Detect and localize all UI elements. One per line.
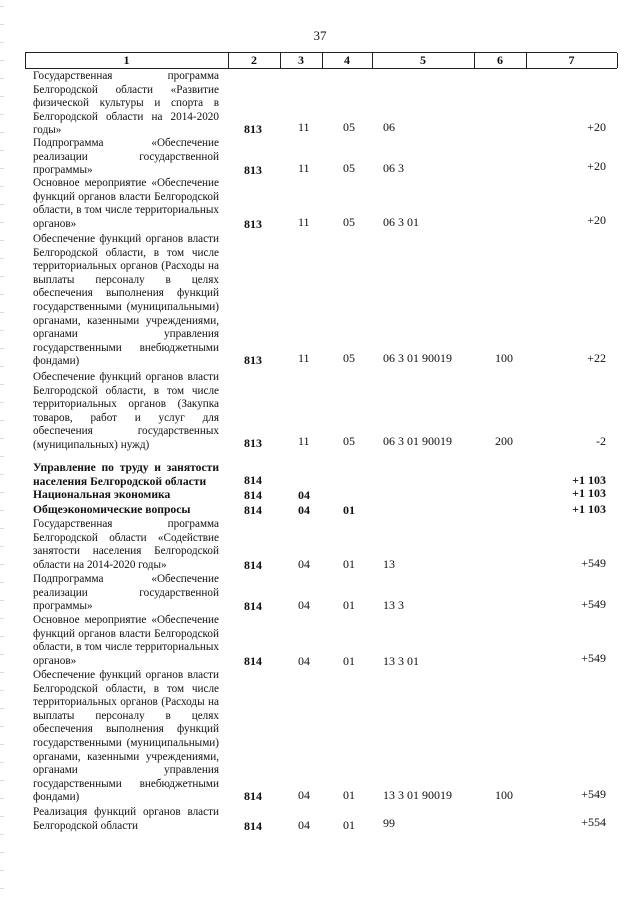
header-divider: [617, 53, 618, 68]
cell-amount: +554: [581, 815, 606, 829]
cell-target-article: 13 3: [383, 598, 404, 612]
cell-ministry-code: 813: [244, 122, 262, 136]
cell-section: 04: [298, 557, 310, 571]
row-description: Основное мероприятие «Обеспечение функций органов власти Белгородской области, в том числе территориальных органов»: [33, 177, 219, 230]
cell-amount: +20: [587, 120, 606, 134]
cell-section: 11: [298, 351, 310, 365]
cell-amount: +1 103: [572, 473, 606, 487]
table-header: [25, 53, 617, 68]
cell-target-article: 13: [383, 557, 395, 571]
page-number: 37: [313, 28, 327, 43]
cell-target-article: 13 3 01 90019: [383, 788, 452, 802]
row-description: Обеспечение функций органов власти Белгородской области, в том числе территориальных органов (Расходы на выплаты персоналу в целях обеспечения выполнения функций государственными (муниципальными) органами, казенными учреждениями, органами управления государственными внебюджетными фондами): [33, 233, 219, 368]
cell-expense-type: 200: [495, 434, 513, 448]
cell-section: 11: [298, 215, 310, 229]
cell-subsection: 05: [343, 351, 355, 365]
cell-amount: +20: [587, 159, 606, 173]
header-col-1: 1: [123, 53, 130, 67]
cell-section: 04: [298, 503, 310, 517]
cell-ministry-code: 813: [244, 436, 262, 450]
cell-target-article: 06 3 01 90019: [383, 351, 452, 365]
row-description: Реализация функций органов власти Белгородской области: [33, 806, 219, 832]
cell-subsection: 05: [343, 215, 355, 229]
cell-amount: +549: [581, 651, 606, 665]
cell-target-article: 06 3 01: [383, 215, 419, 229]
cell-amount: -2: [596, 434, 606, 448]
row-description: Обеспечение функций органов власти Белгородской области, в том числе территориальных органов (Закупка товаров, работ и услуг для обеспечения государственных (муниципальных) нужд): [33, 371, 219, 451]
scan-edge: [0, 0, 4, 905]
row-description: Обеспечение функций органов власти Белгородской области, в том числе территориальных органов (Расходы на выплаты персоналу в целях обеспечения выполнения функций государственными (муниципальными) органами, казенными учреждениями, органами управления государственными внебюджетными фондами): [33, 669, 219, 804]
cell-subsection: 05: [343, 120, 355, 134]
cell-section: 11: [298, 120, 310, 134]
row-description: Государственная программа Белгородской области «Содействие занятости населения Белгородской области на 2014-2020 годы»: [33, 518, 219, 571]
cell-target-article: 99: [383, 816, 395, 830]
cell-expense-type: 100: [495, 351, 513, 365]
cell-subsection: 01: [343, 598, 355, 612]
header-bottom-line: [25, 68, 617, 69]
cell-ministry-code: 814: [244, 488, 262, 502]
cell-target-article: 13 3 01: [383, 654, 419, 668]
header-col-6: 6: [497, 53, 503, 67]
cell-ministry-code: 814: [244, 503, 262, 517]
cell-subsection: 01: [343, 788, 355, 802]
row-description: Управление по труду и занятости населения Белгородской области: [33, 461, 219, 488]
row-description: Подпрограмма «Обеспечение реализации государственной программы»: [33, 573, 219, 613]
cell-section: 04: [298, 488, 310, 502]
cell-ministry-code: 814: [244, 789, 262, 803]
cell-target-article: 06 3 01 90019: [383, 434, 452, 448]
cell-ministry-code: 814: [244, 558, 262, 572]
row-description: Национальная экономика: [33, 488, 171, 501]
cell-amount: +549: [581, 597, 606, 611]
cell-section: 04: [298, 598, 310, 612]
cell-amount: +1 103: [572, 502, 606, 516]
cell-ministry-code: 813: [244, 163, 262, 177]
cell-subsection: 01: [343, 557, 355, 571]
cell-ministry-code: 814: [244, 654, 262, 668]
header-col-4: 4: [344, 53, 350, 67]
cell-amount: +22: [587, 351, 606, 365]
cell-ministry-code: 813: [244, 217, 262, 231]
row-description: Государственная программа Белгородской области «Развитие физической культуры и спорта в Белгородской области на 2014-2020 годы»: [33, 70, 219, 137]
row-description: Подпрограмма «Обеспечение реализации государственной программы»: [33, 137, 219, 177]
header-col-5: 5: [420, 53, 426, 67]
cell-ministry-code: 813: [244, 353, 262, 367]
header-col-3: 3: [298, 53, 304, 67]
cell-section: 04: [298, 788, 310, 802]
cell-subsection: 05: [343, 434, 355, 448]
cell-amount: +549: [581, 556, 606, 570]
cell-subsection: 01: [343, 654, 355, 668]
cell-section: 11: [298, 161, 310, 175]
cell-subsection: 05: [343, 161, 355, 175]
cell-ministry-code: 814: [244, 473, 262, 487]
cell-section: 04: [298, 818, 310, 832]
cell-amount: +1 103: [572, 486, 606, 500]
row-description: Основное мероприятие «Обеспечение функций органов власти Белгородской области, в том числе территориальных органов»: [33, 614, 219, 667]
row-description: Общеэкономические вопросы: [33, 503, 191, 516]
cell-subsection: 01: [343, 818, 355, 832]
cell-expense-type: 100: [495, 788, 513, 802]
header-col-7: 7: [568, 53, 575, 67]
cell-target-article: 06 3: [383, 161, 404, 175]
cell-subsection: 01: [343, 503, 355, 517]
cell-amount: +20: [587, 213, 606, 227]
cell-amount: +549: [581, 787, 606, 801]
cell-section: 04: [298, 654, 310, 668]
header-col-2: 2: [251, 53, 257, 67]
cell-section: 11: [298, 434, 310, 448]
cell-target-article: 06: [383, 120, 395, 134]
cell-ministry-code: 814: [244, 599, 262, 613]
cell-ministry-code: 814: [244, 819, 262, 833]
